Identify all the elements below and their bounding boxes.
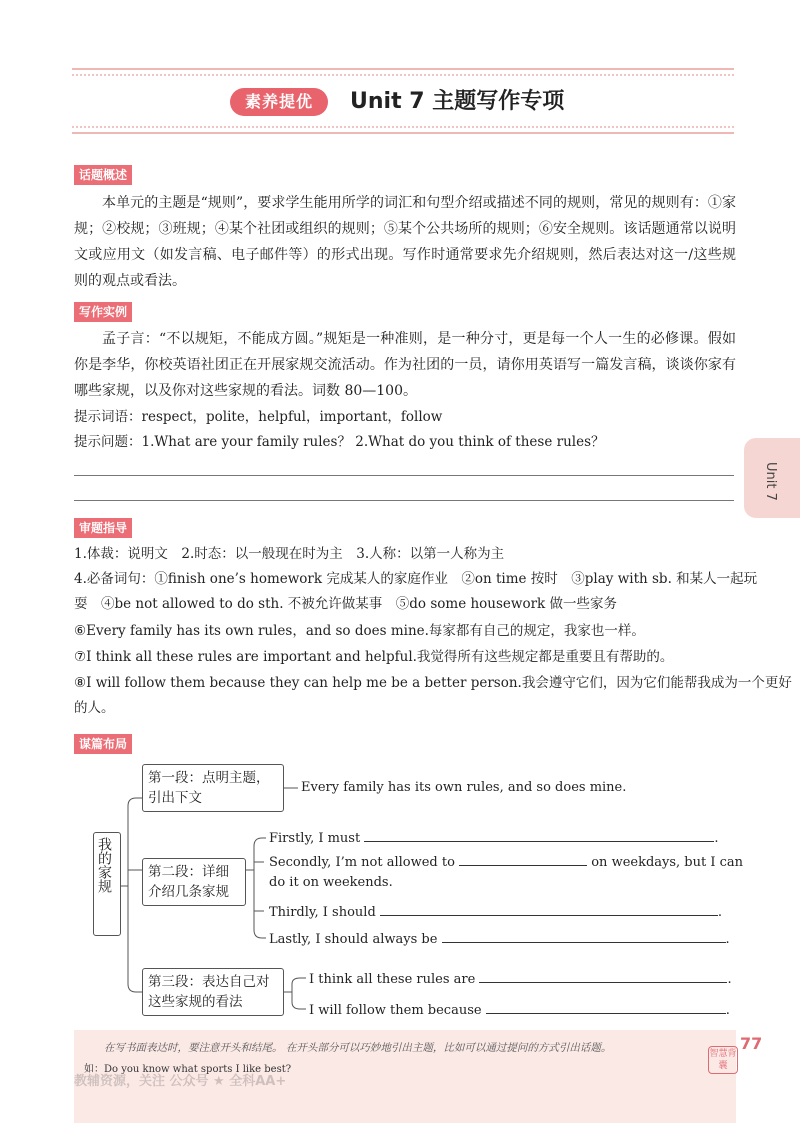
guide-line-6: ⑧I will follow them because they can help me be a better person.我会遵守它们，因为它们能帮我成为一个更好 [74, 675, 792, 691]
paragraph-2-box: 第二段：详细介绍几条家规 [142, 858, 246, 906]
page-header [72, 68, 734, 134]
watermark: 教辅资源，关注 公众号 ★ 全科AA+ [74, 1074, 287, 1089]
opinion-b: I will follow them because . [309, 1000, 730, 1021]
section-label-overview: 话题概述 [74, 165, 132, 185]
paragraph-1-text: Every family has its own rules, and so does mine. [301, 780, 627, 795]
guide-line-5: ⑦I think all these rules are important and helpful.我觉得所有这些规定都是重要且有帮助的。 [74, 649, 674, 665]
overview-text: 本单元的主题是“规则”，要求学生能用所学的词汇和句型介绍或描述不同的规则，常见的规则有：①家规；②校规；③班规；④某个社团或组织的规则；⑤某个公共场所的规则；⑥安全规则。该话题通常以说明文或应用文（如发言稿、电子邮件等）的形式出现。写作时通常要求先介绍规则，然后表达对这一/这些规则的观点或看法。 [74, 195, 736, 289]
example-text: 孟子言：“不以规矩，不能成方圆。”规矩是一种准则，是一种分寸，更是每一个人一生的必修课。假如你是李华，你校英语社团正在开展家规交流活动。作为社团的一员，请你用英语写一篇发言稿，谈谈你家有哪些家规，以及你对这些家规的看法。词数 80—100。 [74, 331, 736, 399]
rule-third: Thirdly, I should . [269, 902, 722, 923]
page-number: 77 [740, 1034, 763, 1053]
rule-second [269, 852, 743, 873]
rule-first-text: Firstly, I must [269, 831, 361, 846]
hint-questions: 提示问题：1.What are your family rules？ 2.What do you think of these rules？ [74, 434, 605, 450]
rule-second-cont: do it on weekends. [269, 875, 393, 890]
section-label-layout: 谋篇布局 [74, 734, 132, 754]
tip-badge: 智慧背囊 [708, 1046, 738, 1074]
header-top-line [72, 68, 734, 70]
guide-line-1: 1.体裁：说明文 2.时态：以一般现在时为主 3.人称：以第一人称为主 [74, 546, 505, 562]
opinion-b-blank[interactable] [486, 1000, 726, 1014]
page-title: Unit 7 主题写作专项 [350, 89, 565, 114]
answer-line-1 [74, 475, 734, 476]
paragraph-3-box: 第三段：表达自己对这些家规的看法 [142, 968, 284, 1016]
header-top-dots [72, 74, 734, 76]
guide-line-2: 4.必备词句：①finish one’s homework 完成某人的家庭作业 ②on time 按时 ③play with sb. 和某人一起玩 [74, 571, 758, 587]
rule-first-blank[interactable] [364, 828, 714, 842]
rule-first: Firstly, I must . [269, 828, 718, 849]
paragraph-1-box: 第一段：点明主题，引出下文 [142, 764, 284, 812]
tip-text: 在写书面表达时，要注意开头和结尾。 在开头部分可以巧妙地引出主题，比如可以通过提问的方式引出话题。 [104, 1042, 612, 1054]
guide-line-7: 的人。 [74, 700, 115, 716]
opinion-a: I think all these rules are . [309, 969, 732, 990]
unit-side-tab [744, 438, 800, 518]
rule-third-text: Thirdly, I should [269, 905, 376, 920]
header-bottom-dots [72, 126, 734, 128]
unit-side-tab-label: Unit 7 [763, 462, 778, 501]
guide-line-3: 耍 ④be not allowed to do sth. 不被允许做某事 ⑤do some housework 做一些家务 [74, 596, 618, 612]
header-badge: 素养提优 [230, 88, 328, 116]
section-label-guide: 审题指导 [74, 518, 132, 538]
rule-second-text-a: Secondly, I’m not allowed to [269, 855, 455, 870]
outline-root-box: 我的家规 [93, 832, 121, 936]
opinion-b-text: I will follow them because [309, 1003, 482, 1018]
opinion-a-blank[interactable] [479, 969, 727, 983]
section-label-example: 写作实例 [74, 302, 132, 322]
rule-third-blank[interactable] [380, 902, 718, 916]
hint-words: 提示词语：respect，polite，helpful，important，follow [74, 409, 443, 425]
rule-last: Lastly, I should always be . [269, 929, 730, 950]
answer-line-2 [74, 500, 734, 501]
rule-last-blank[interactable] [442, 929, 726, 943]
rule-second-text-b: on weekdays, but I can [591, 855, 744, 870]
header-bottom-line [72, 132, 734, 134]
tip-example: 如：Do you know what sports I like best? [84, 1064, 292, 1075]
rule-last-text: Lastly, I should always be [269, 932, 438, 947]
guide-line-4: ⑥Every family has its own rules，and so does mine.每家都有自己的规定，我家也一样。 [74, 623, 645, 639]
rule-second-blank[interactable] [459, 852, 587, 866]
opinion-a-text: I think all these rules are [309, 972, 476, 987]
